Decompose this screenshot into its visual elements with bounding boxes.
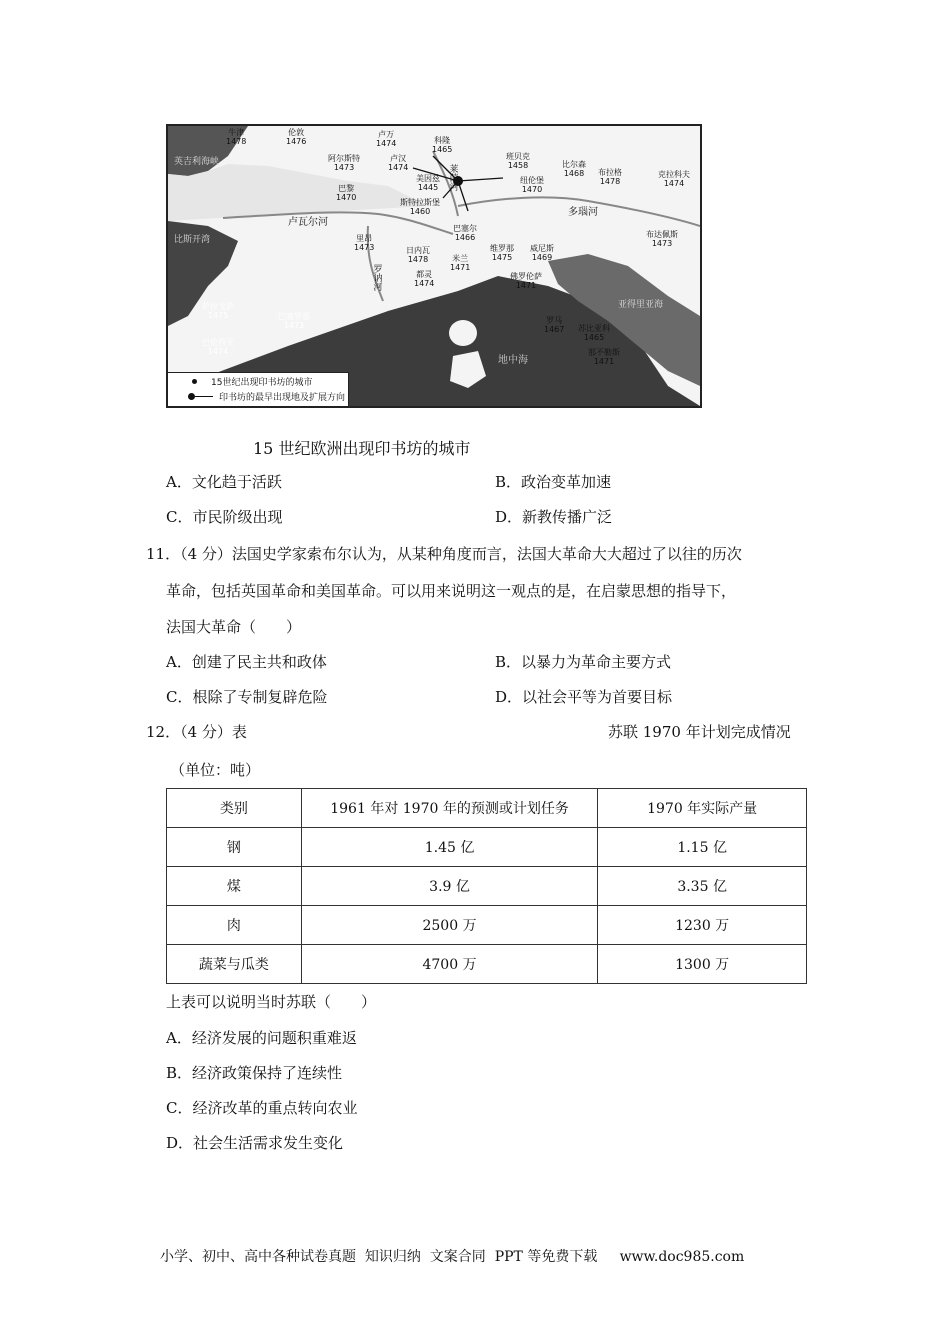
sea-label-channel: 英吉利海峡 xyxy=(174,157,220,167)
q10-option-a[interactable]: A．文化趋于活跃 xyxy=(166,473,282,491)
sea-label-mediterranean: 地中海 xyxy=(498,355,528,366)
sea-label-adriatic: 亚得里亚海 xyxy=(618,300,664,310)
page-footer: 小学、初中、高中各种试卷真题 知识归纳 文案合同 PPT 等免费下载 www.doc985.com xyxy=(160,1249,745,1265)
city-label: 巴黎 1470 xyxy=(336,184,357,202)
q12-option-c[interactable]: C．经济改革的重点转向农业 xyxy=(166,1099,358,1117)
table-header-cell: 类别 xyxy=(167,789,302,828)
river-label-rhine: 莱茵河 xyxy=(449,165,459,193)
table-cell: 3.35 亿 xyxy=(598,867,807,906)
table-cell: 煤 xyxy=(167,867,302,906)
q12-option-a[interactable]: A．经济发展的问题积重难返 xyxy=(166,1029,357,1047)
city-label: 米兰 1471 xyxy=(450,254,471,272)
city-label: 卢汉 1474 xyxy=(388,154,409,172)
city-label: 克拉科夫 1474 xyxy=(658,170,690,188)
city-label: 美因兹 1445 xyxy=(416,174,440,192)
legend-spread-label: 印书坊的最早出现地及扩展方向 xyxy=(219,393,346,403)
city-label: 科隆 1465 xyxy=(432,136,453,154)
q10-option-b[interactable]: B．政治变革加速 xyxy=(495,473,612,491)
table-row xyxy=(167,828,807,867)
city-label: 都灵 1474 xyxy=(414,270,435,288)
city-label: 维罗那 1475 xyxy=(490,244,514,262)
q12-option-d[interactable]: D．社会生活需求发生变化 xyxy=(166,1134,344,1152)
q10-option-c[interactable]: C．市民阶级出现 xyxy=(166,508,283,526)
table-header-cell: 1970 年实际产量 xyxy=(598,789,807,828)
q11-option-d[interactable]: D．以社会平等为首要目标 xyxy=(495,688,673,706)
table-cell: 1300 万 xyxy=(598,945,807,984)
q11-option-a[interactable]: A．创建了民主共和政体 xyxy=(166,653,327,671)
q12-option-b[interactable]: B．经济政策保持了连续性 xyxy=(166,1064,343,1082)
q10-option-d[interactable]: D．新教传播广泛 xyxy=(495,508,613,526)
legend-city-label: 15世纪出现印书坊的城市 xyxy=(211,378,313,388)
q11-stem-line3: 法国大革命（ ） xyxy=(166,618,302,636)
city-label: 那不勒斯 1471 xyxy=(588,348,620,366)
q11-option-b[interactable]: B．以暴力为革命主要方式 xyxy=(495,653,672,671)
city-label: 巴塞尔 1466 xyxy=(453,224,477,242)
city-label: 苏比亚科 1465 xyxy=(578,324,610,342)
q11-option-c[interactable]: C．根除了专制复辟危险 xyxy=(166,688,328,706)
city-label: 班贝克 1458 xyxy=(506,152,530,170)
map-figure xyxy=(166,124,702,408)
q11-stem-line2: 革命，包括英国革命和美国革命。可以用来说明这一观点的是，在启蒙思想的指导下， xyxy=(166,582,737,600)
city-label: 佛罗伦萨 1471 xyxy=(510,272,542,290)
city-label: 巴伦西亚 1474 xyxy=(202,338,234,356)
city-label: 布拉格 1478 xyxy=(598,168,622,186)
city-label: 日内瓦 1478 xyxy=(406,246,430,264)
city-label: 布达佩斯 1473 xyxy=(646,230,678,248)
table-row xyxy=(167,906,807,945)
river-label-rhone: 罗讷河 xyxy=(373,265,383,293)
map-legend xyxy=(168,372,349,407)
q12-table-title: 苏联 1970 年计划完成情况 xyxy=(608,723,791,741)
river-label-danube: 多瑙河 xyxy=(568,207,598,218)
table-header-cell: 1961 年对 1970 年的预测或计划任务 xyxy=(301,789,598,828)
table-cell: 4700 万 xyxy=(301,945,598,984)
city-label: 里昂 1473 xyxy=(354,234,375,252)
city-label: 萨拉戈萨 1475 xyxy=(202,302,234,320)
city-label: 比尔森 1468 xyxy=(562,160,586,178)
city-label: 斯特拉斯堡 1460 xyxy=(400,198,440,216)
city-label: 卢万 1474 xyxy=(376,130,397,148)
table-cell: 蔬菜与瓜类 xyxy=(167,945,302,984)
q12-data-table xyxy=(166,788,807,984)
city-label: 伦敦 1476 xyxy=(286,128,307,146)
table-cell: 3.9 亿 xyxy=(301,867,598,906)
table-cell: 1.15 亿 xyxy=(598,828,807,867)
city-label: 纽伦堡 1470 xyxy=(520,176,544,194)
q12-unit: （单位：吨） xyxy=(170,761,261,779)
city-label: 威尼斯 1469 xyxy=(530,244,554,262)
table-cell: 1.45 亿 xyxy=(301,828,598,867)
city-label: 巴塞罗那 1473 xyxy=(278,312,310,330)
table-header-row xyxy=(167,789,807,828)
table-cell: 肉 xyxy=(167,906,302,945)
q11-stem-line1: 11．（4 分）法国史学家索布尔认为，从某种角度而言，法国大革命大大超过了以往的历次 xyxy=(146,545,742,563)
table-row xyxy=(167,867,807,906)
sea-label-biscay: 比斯开湾 xyxy=(174,235,211,245)
q12-question: 上表可以说明当时苏联（ ） xyxy=(166,993,377,1011)
river-label-loire: 卢瓦尔河 xyxy=(288,217,328,228)
table-cell: 钢 xyxy=(167,828,302,867)
city-label: 阿尔斯特 1473 xyxy=(328,154,360,172)
map-caption: 15 世纪欧洲出现印书坊的城市 xyxy=(253,439,471,458)
table-row xyxy=(167,945,807,984)
table-cell: 1230 万 xyxy=(598,906,807,945)
table-cell: 2500 万 xyxy=(301,906,598,945)
city-label: 牛津 1478 xyxy=(226,128,247,146)
q12-stem: 12．（4 分）表 xyxy=(146,723,247,741)
city-label: 罗马 1467 xyxy=(544,316,565,334)
